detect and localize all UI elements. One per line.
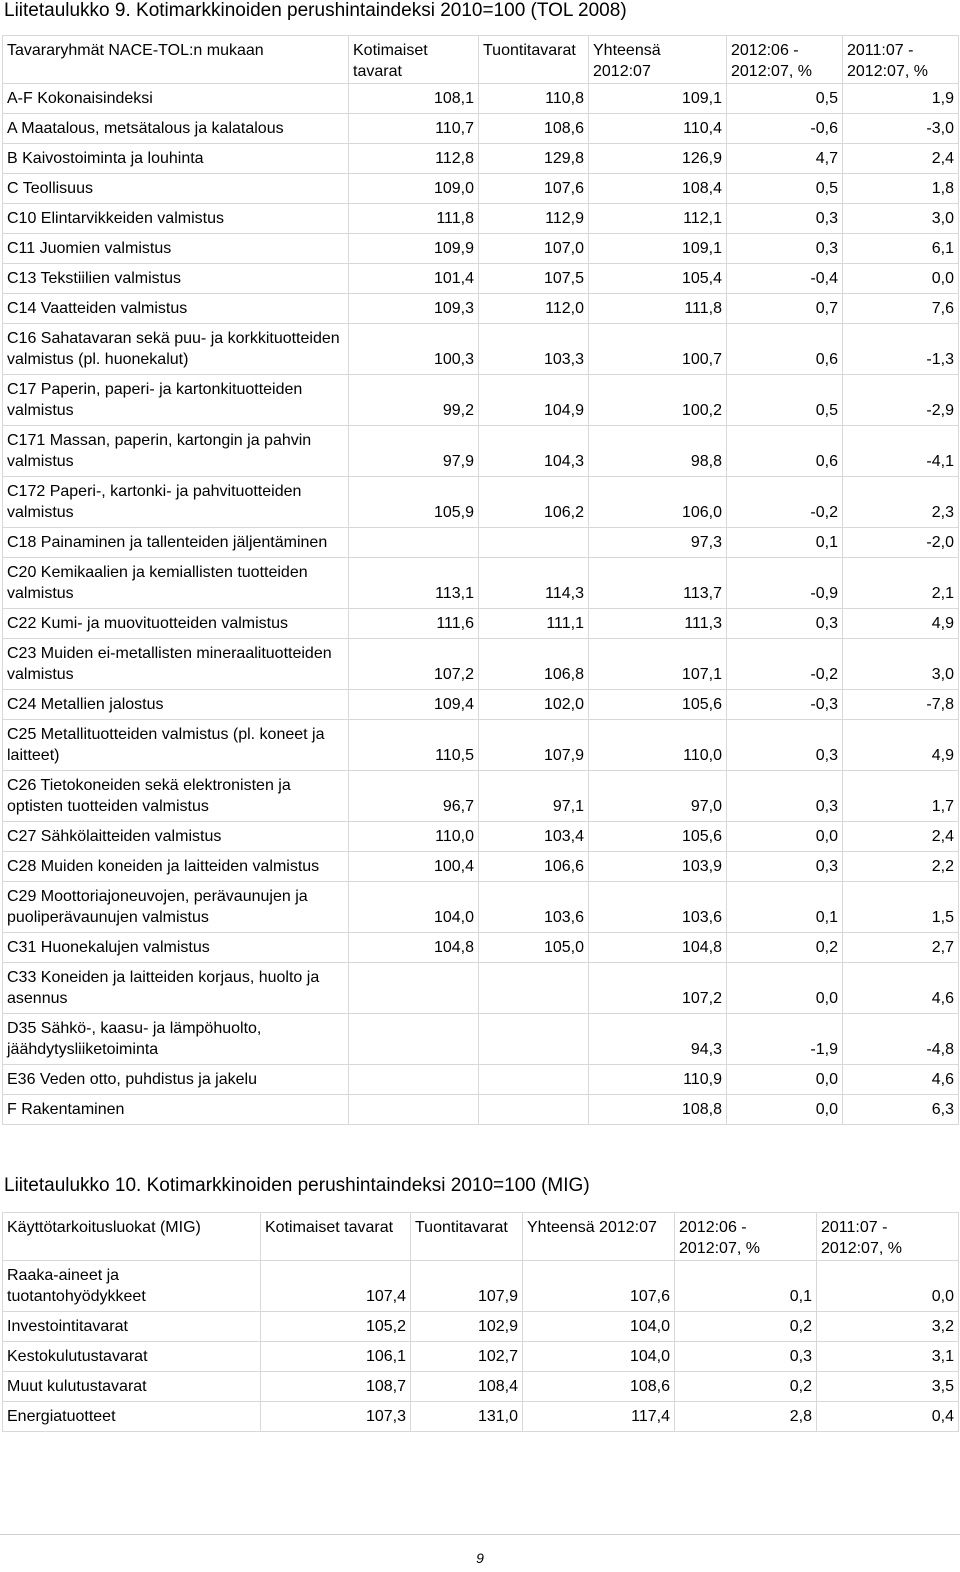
value-cell: -0,2 [727, 477, 843, 528]
row-label: A-F Kokonaisindeksi [3, 84, 349, 114]
value-cell: 105,2 [261, 1312, 411, 1342]
row-label: C11 Juomien valmistus [3, 234, 349, 264]
row-label: C13 Tekstiilien valmistus [3, 264, 349, 294]
value-cell: 0,3 [727, 204, 843, 234]
value-cell: 104,9 [479, 375, 589, 426]
value-cell: 109,3 [349, 294, 479, 324]
value-cell: 108,8 [589, 1095, 727, 1125]
column-header: Yhteensä 2012:07 [589, 36, 727, 84]
table-row [3, 84, 959, 114]
table-row [3, 882, 959, 933]
value-cell [479, 963, 589, 1014]
column-header: Kotimaiset tavarat [349, 36, 479, 84]
value-cell: 107,1 [589, 639, 727, 690]
value-cell: 108,7 [261, 1372, 411, 1402]
value-cell: 1,8 [843, 174, 959, 204]
value-cell: 101,4 [349, 264, 479, 294]
value-cell: -0,3 [727, 690, 843, 720]
row-label: E36 Veden otto, puhdistus ja jakelu [3, 1065, 349, 1095]
value-cell: 112,8 [349, 144, 479, 174]
value-cell: 107,0 [479, 234, 589, 264]
column-header: Kotimaiset tavarat [261, 1213, 411, 1261]
value-cell: 0,3 [727, 771, 843, 822]
value-cell: -4,1 [843, 426, 959, 477]
value-cell: 110,7 [349, 114, 479, 144]
table-row [3, 771, 959, 822]
value-cell: 0,6 [727, 426, 843, 477]
value-cell: 131,0 [411, 1402, 523, 1432]
value-cell: 110,0 [589, 720, 727, 771]
row-label: Kestokulutustavarat [3, 1342, 261, 1372]
value-cell: 105,6 [589, 822, 727, 852]
value-cell: 107,9 [411, 1261, 523, 1312]
table-row [3, 144, 959, 174]
value-cell: 112,9 [479, 204, 589, 234]
value-cell: 0,5 [727, 174, 843, 204]
value-cell: -1,3 [843, 324, 959, 375]
value-cell: 100,4 [349, 852, 479, 882]
value-cell: 107,2 [589, 963, 727, 1014]
table-row [3, 852, 959, 882]
value-cell: 111,1 [479, 609, 589, 639]
value-cell: 109,4 [349, 690, 479, 720]
value-cell: 100,7 [589, 324, 727, 375]
value-cell: -3,0 [843, 114, 959, 144]
value-cell: 106,2 [479, 477, 589, 528]
value-cell: 0,0 [727, 1065, 843, 1095]
value-cell: 0,0 [843, 264, 959, 294]
table-row [3, 114, 959, 144]
value-cell: 0,3 [727, 609, 843, 639]
value-cell: 6,3 [843, 1095, 959, 1125]
value-cell: 0,0 [817, 1261, 959, 1312]
value-cell: 96,7 [349, 771, 479, 822]
value-cell: 111,3 [589, 609, 727, 639]
value-cell: 103,9 [589, 852, 727, 882]
value-cell: 109,0 [349, 174, 479, 204]
value-cell: 0,1 [727, 528, 843, 558]
value-cell: 105,4 [589, 264, 727, 294]
value-cell: 94,3 [589, 1014, 727, 1065]
table-10-title: Liitetaulukko 10. Kotimarkkinoiden perushintaindeksi 2010=100 (MIG) [4, 1175, 590, 1196]
value-cell: 2,7 [843, 933, 959, 963]
table-row [3, 933, 959, 963]
value-cell: 109,1 [589, 234, 727, 264]
table-row [3, 609, 959, 639]
value-cell: 104,3 [479, 426, 589, 477]
row-label: C23 Muiden ei-metallisten mineraalituotteiden valmistus [3, 639, 349, 690]
table-row [3, 558, 959, 609]
table-row [3, 1014, 959, 1065]
value-cell: 1,7 [843, 771, 959, 822]
value-cell: 4,9 [843, 720, 959, 771]
value-cell: 102,0 [479, 690, 589, 720]
value-cell [349, 963, 479, 1014]
value-cell: 109,1 [589, 84, 727, 114]
value-cell: 1,9 [843, 84, 959, 114]
footer-divider [0, 1534, 960, 1535]
row-label: Raaka-aineet ja tuotantohyödykkeet [3, 1261, 261, 1312]
column-header: 2011:07 - 2012:07, % [817, 1213, 959, 1261]
table-row [3, 528, 959, 558]
value-cell: 104,0 [523, 1312, 675, 1342]
value-cell: 113,7 [589, 558, 727, 609]
row-label: Energiatuotteet [3, 1402, 261, 1432]
value-cell: 0,6 [727, 324, 843, 375]
value-cell [349, 1065, 479, 1095]
value-cell: 0,1 [675, 1261, 817, 1312]
row-label: C20 Kemikaalien ja kemiallisten tuotteiden valmistus [3, 558, 349, 609]
value-cell: 104,0 [523, 1342, 675, 1372]
table-row [3, 204, 959, 234]
value-cell: 126,9 [589, 144, 727, 174]
value-cell: 105,6 [589, 690, 727, 720]
table-row [3, 1095, 959, 1125]
table-9-header-row [3, 36, 959, 84]
value-cell: 98,8 [589, 426, 727, 477]
value-cell: 112,1 [589, 204, 727, 234]
table-row [3, 639, 959, 690]
row-label: C31 Huonekalujen valmistus [3, 933, 349, 963]
value-cell: 2,1 [843, 558, 959, 609]
value-cell: 97,1 [479, 771, 589, 822]
value-cell: 3,0 [843, 639, 959, 690]
value-cell: 103,6 [479, 882, 589, 933]
value-cell: 0,2 [675, 1372, 817, 1402]
row-label: C25 Metallituotteiden valmistus (pl. koneet ja laitteet) [3, 720, 349, 771]
column-header: 2012:06 - 2012:07, % [727, 36, 843, 84]
page-number: 9 [476, 1550, 484, 1566]
value-cell: 107,4 [261, 1261, 411, 1312]
value-cell: 97,3 [589, 528, 727, 558]
value-cell: 107,6 [479, 174, 589, 204]
value-cell: -7,8 [843, 690, 959, 720]
value-cell: 104,8 [349, 933, 479, 963]
column-header: 2011:07 - 2012:07, % [843, 36, 959, 84]
table-row [3, 234, 959, 264]
value-cell: 106,8 [479, 639, 589, 690]
row-label: C Teollisuus [3, 174, 349, 204]
value-cell: 106,1 [261, 1342, 411, 1372]
value-cell: 2,4 [843, 144, 959, 174]
table-9 [2, 35, 959, 1125]
row-label: Muut kulutustavarat [3, 1372, 261, 1402]
row-label: C29 Moottoriajoneuvojen, perävaunujen ja puoliperävaunujen valmistus [3, 882, 349, 933]
value-cell: 97,0 [589, 771, 727, 822]
value-cell: 1,5 [843, 882, 959, 933]
row-label: C171 Massan, paperin, kartongin ja pahvin valmistus [3, 426, 349, 477]
table-row [3, 1342, 959, 1372]
column-header: 2012:06 - 2012:07, % [675, 1213, 817, 1261]
table-row [3, 720, 959, 771]
value-cell: 0,3 [727, 720, 843, 771]
table-row [3, 690, 959, 720]
value-cell: 7,6 [843, 294, 959, 324]
value-cell: 117,4 [523, 1402, 675, 1432]
value-cell: 0,0 [727, 822, 843, 852]
value-cell: -2,9 [843, 375, 959, 426]
value-cell: 0,7 [727, 294, 843, 324]
value-cell: 108,4 [411, 1372, 523, 1402]
row-label: A Maatalous, metsätalous ja kalatalous [3, 114, 349, 144]
value-cell: 4,9 [843, 609, 959, 639]
value-cell: -2,0 [843, 528, 959, 558]
value-cell: 97,9 [349, 426, 479, 477]
column-header: Tuontitavarat [411, 1213, 523, 1261]
value-cell: 100,3 [349, 324, 479, 375]
value-cell: -0,2 [727, 639, 843, 690]
value-cell: 0,2 [727, 933, 843, 963]
value-cell: 108,1 [349, 84, 479, 114]
row-label: C17 Paperin, paperi- ja kartonkituotteiden valmistus [3, 375, 349, 426]
row-label: C33 Koneiden ja laitteiden korjaus, huolto ja asennus [3, 963, 349, 1014]
value-cell: 110,0 [349, 822, 479, 852]
value-cell: 0,2 [675, 1312, 817, 1342]
table-row [3, 294, 959, 324]
value-cell: 4,6 [843, 963, 959, 1014]
table-10 [2, 1212, 959, 1432]
table-row [3, 1261, 959, 1312]
table-row [3, 477, 959, 528]
value-cell: 114,3 [479, 558, 589, 609]
value-cell: 106,0 [589, 477, 727, 528]
value-cell: 0,5 [727, 84, 843, 114]
value-cell: -4,8 [843, 1014, 959, 1065]
table-row [3, 324, 959, 375]
value-cell: 4,7 [727, 144, 843, 174]
table-10-header-row [3, 1213, 959, 1261]
row-label: F Rakentaminen [3, 1095, 349, 1125]
row-label: C27 Sähkölaitteiden valmistus [3, 822, 349, 852]
value-cell: 107,3 [261, 1402, 411, 1432]
row-label: B Kaivostoiminta ja louhinta [3, 144, 349, 174]
value-cell: 3,5 [817, 1372, 959, 1402]
value-cell: 103,3 [479, 324, 589, 375]
table-row [3, 963, 959, 1014]
value-cell: 103,6 [589, 882, 727, 933]
value-cell: 108,4 [589, 174, 727, 204]
value-cell: 100,2 [589, 375, 727, 426]
table-row [3, 1312, 959, 1342]
table-row [3, 174, 959, 204]
row-label: D35 Sähkö-, kaasu- ja lämpöhuolto, jäähdytysliiketoiminta [3, 1014, 349, 1065]
value-cell: 99,2 [349, 375, 479, 426]
value-cell: 106,6 [479, 852, 589, 882]
row-label: C22 Kumi- ja muovituotteiden valmistus [3, 609, 349, 639]
value-cell: 6,1 [843, 234, 959, 264]
row-label: C26 Tietokoneiden sekä elektronisten ja optisten tuotteiden valmistus [3, 771, 349, 822]
value-cell: 105,0 [479, 933, 589, 963]
column-header: Käyttötarkoitusluokat (MIG) [3, 1213, 261, 1261]
value-cell [479, 1095, 589, 1125]
value-cell: 102,9 [411, 1312, 523, 1342]
value-cell: 103,4 [479, 822, 589, 852]
value-cell: 111,6 [349, 609, 479, 639]
value-cell: 111,8 [589, 294, 727, 324]
value-cell: 0,3 [727, 234, 843, 264]
value-cell: 0,5 [727, 375, 843, 426]
value-cell: 110,8 [479, 84, 589, 114]
value-cell: 104,0 [349, 882, 479, 933]
value-cell [479, 1014, 589, 1065]
value-cell: 107,2 [349, 639, 479, 690]
table-row [3, 1372, 959, 1402]
row-label: C28 Muiden koneiden ja laitteiden valmistus [3, 852, 349, 882]
value-cell: 108,6 [523, 1372, 675, 1402]
column-header: Yhteensä 2012:07 [523, 1213, 675, 1261]
row-label: C10 Elintarvikkeiden valmistus [3, 204, 349, 234]
row-label: Investointitavarat [3, 1312, 261, 1342]
value-cell: 107,6 [523, 1261, 675, 1312]
value-cell: 2,4 [843, 822, 959, 852]
value-cell: -0,6 [727, 114, 843, 144]
value-cell: 2,3 [843, 477, 959, 528]
value-cell: 110,5 [349, 720, 479, 771]
value-cell [479, 528, 589, 558]
table-row [3, 1402, 959, 1432]
value-cell: -0,4 [727, 264, 843, 294]
column-header: Tuontitavarat [479, 36, 589, 84]
row-label: C24 Metallien jalostus [3, 690, 349, 720]
value-cell: 112,0 [479, 294, 589, 324]
table-9-title: Liitetaulukko 9. Kotimarkkinoiden perushintaindeksi 2010=100 (TOL 2008) [4, 0, 627, 21]
value-cell: 108,6 [479, 114, 589, 144]
value-cell: 107,9 [479, 720, 589, 771]
table-row [3, 1065, 959, 1095]
value-cell: -1,9 [727, 1014, 843, 1065]
value-cell: -0,9 [727, 558, 843, 609]
value-cell: 0,4 [817, 1402, 959, 1432]
value-cell: 0,3 [727, 852, 843, 882]
value-cell [349, 1014, 479, 1065]
value-cell: 4,6 [843, 1065, 959, 1095]
row-label: C16 Sahatavaran sekä puu- ja korkkituotteiden valmistus (pl. huonekalut) [3, 324, 349, 375]
value-cell: 105,9 [349, 477, 479, 528]
value-cell: 107,5 [479, 264, 589, 294]
value-cell: 2,8 [675, 1402, 817, 1432]
table-row [3, 426, 959, 477]
value-cell: 0,0 [727, 1095, 843, 1125]
row-label: C18 Painaminen ja tallenteiden jäljentäminen [3, 528, 349, 558]
value-cell [349, 528, 479, 558]
table-row [3, 822, 959, 852]
value-cell: 3,2 [817, 1312, 959, 1342]
value-cell: 129,8 [479, 144, 589, 174]
value-cell: 2,2 [843, 852, 959, 882]
row-label: C14 Vaatteiden valmistus [3, 294, 349, 324]
value-cell: 3,0 [843, 204, 959, 234]
value-cell: 109,9 [349, 234, 479, 264]
value-cell [479, 1065, 589, 1095]
column-header: Tavararyhmät NACE-TOL:n mukaan [3, 36, 349, 84]
value-cell: 113,1 [349, 558, 479, 609]
value-cell: 0,0 [727, 963, 843, 1014]
table-row [3, 375, 959, 426]
row-label: C172 Paperi-, kartonki- ja pahvituotteiden valmistus [3, 477, 349, 528]
value-cell: 3,1 [817, 1342, 959, 1372]
value-cell: 0,1 [727, 882, 843, 933]
value-cell: 0,3 [675, 1342, 817, 1372]
value-cell: 110,4 [589, 114, 727, 144]
value-cell: 102,7 [411, 1342, 523, 1372]
value-cell: 111,8 [349, 204, 479, 234]
value-cell [349, 1095, 479, 1125]
value-cell: 104,8 [589, 933, 727, 963]
table-row [3, 264, 959, 294]
value-cell: 110,9 [589, 1065, 727, 1095]
